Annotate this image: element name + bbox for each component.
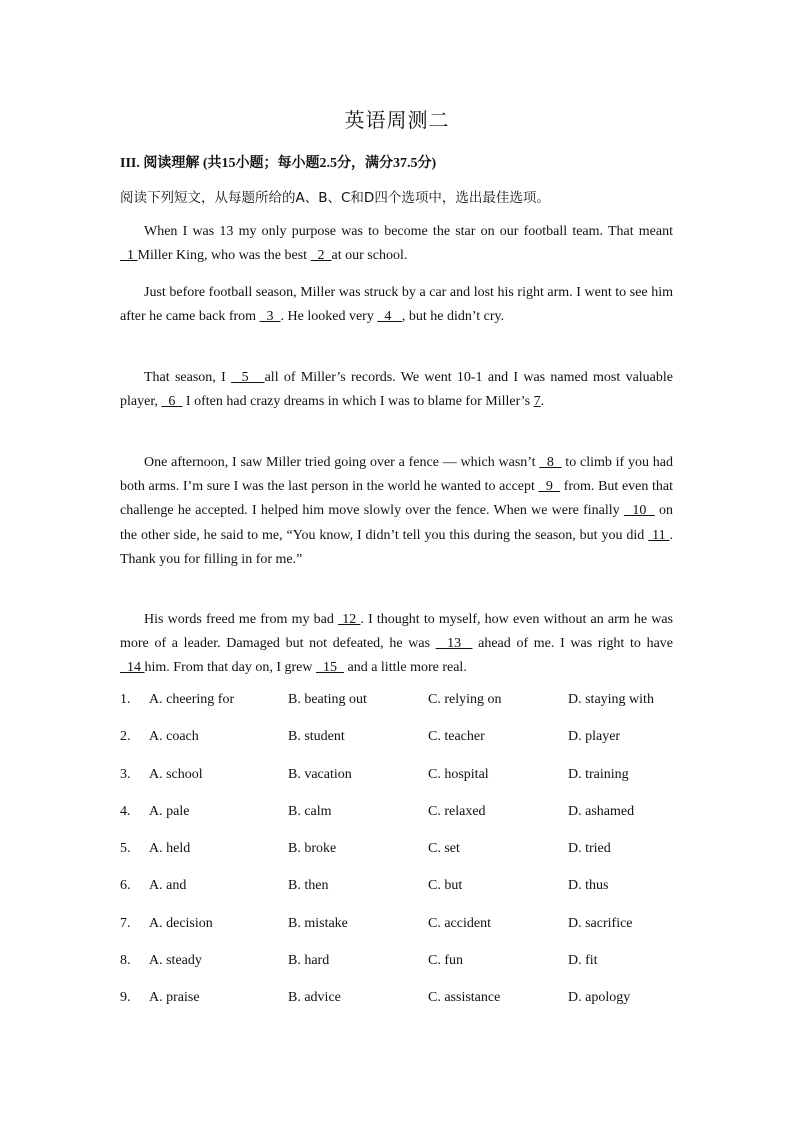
option-c: C. teacher <box>428 729 485 745</box>
blank-9: 9 <box>538 479 561 495</box>
option-c: C. but <box>428 878 463 894</box>
option-a: A. decision <box>149 915 213 931</box>
option-a: A. coach <box>149 729 199 745</box>
passage-paragraph <box>120 220 673 268</box>
blank-5: 5 <box>231 370 265 385</box>
option-a: A. and <box>149 878 187 894</box>
passage-text: . Thank you for filling in for me.” <box>120 527 674 567</box>
blank-14: 14 <box>120 660 145 676</box>
passage-text: to climb if you had both arms. I’m sure I was the last person in the world he wanted to accept <box>120 455 673 495</box>
option-a: A. school <box>149 766 203 782</box>
option-a: A. pale <box>149 803 190 819</box>
option-a: A. held <box>149 841 191 857</box>
question-number: 6. <box>120 878 131 894</box>
blank-2: 2 <box>310 248 332 264</box>
page-title: 英语周测二 <box>344 108 450 132</box>
option-a: A. steady <box>149 953 202 969</box>
passage-text: and a little more real. <box>343 660 467 676</box>
passage-text: , but he didn’t cry. <box>401 309 505 325</box>
blank-12: 12 <box>338 612 361 627</box>
option-a: A. cheering for <box>149 692 235 707</box>
passage-text: ahead of me. I was right to have <box>472 636 673 652</box>
passage-text: . <box>540 394 545 410</box>
option-c: C. fun <box>428 953 463 969</box>
passage-paragraph <box>120 281 673 329</box>
option-c: C. hospital <box>428 766 489 782</box>
option-d: D. sacrifice <box>568 915 633 931</box>
option-d: D. staying with <box>568 692 654 707</box>
passage-text: When I was 13 my only purpose was to become the star on our football team. That meant <box>144 224 673 239</box>
option-c: C. set <box>428 841 460 857</box>
option-b: B. broke <box>288 841 337 857</box>
passage-text: on the other side, he said to me, “You know, I didn’t tell you this during the season, but you did <box>120 503 673 543</box>
blank-7: 7 <box>533 394 541 410</box>
passage-text: I often had crazy dreams in which I was to blame for Miller’s <box>182 394 534 410</box>
option-d: D. fit <box>568 953 598 969</box>
passage-paragraph <box>120 366 673 414</box>
blank-10: 10 <box>623 503 655 519</box>
question-number: 8. <box>120 953 131 969</box>
option-c: C. relying on <box>428 692 502 707</box>
question-number: 2. <box>120 729 131 745</box>
option-b: B. student <box>288 729 345 745</box>
blank-15: 15 <box>315 660 344 676</box>
question-number: 3. <box>120 766 131 782</box>
passage-text: . He looked very <box>280 309 378 325</box>
blank-6: 6 <box>161 394 183 410</box>
option-d: D. tried <box>568 841 611 857</box>
blank-13: 13 <box>435 636 473 652</box>
option-a: A. praise <box>149 990 200 1006</box>
passage-text: That season, I <box>144 370 232 385</box>
question-number: 1. <box>120 692 131 707</box>
option-d: D. training <box>568 766 629 782</box>
option-d: D. apology <box>568 990 631 1006</box>
blank-3: 3 <box>259 309 281 325</box>
question-number: 7. <box>120 915 131 931</box>
instructions: 阅读下列短文，从每题所给的A、B、C和D四个选项中，选出最佳选项。 <box>120 190 550 206</box>
passage-paragraph <box>120 608 673 681</box>
passage-paragraph <box>120 451 673 572</box>
blank-1: 1 <box>120 248 138 264</box>
section-header: III. 阅读理解 (共15小题；每小题2.5分，满分37.5分) <box>120 156 437 171</box>
option-b: B. calm <box>288 803 332 819</box>
option-b: B. advice <box>288 990 341 1006</box>
passage-text: . I thought to myself, how even without an arm he was more of a leader. Damaged but not defeated, he was <box>120 612 673 652</box>
question-number: 9. <box>120 990 131 1006</box>
option-c: C. accident <box>428 915 491 931</box>
option-d: D. ashamed <box>568 803 635 819</box>
question-number: 5. <box>120 841 131 857</box>
passage-text: Just before football season, Miller was struck by a car and lost his right arm. I went to see him after he came back from <box>120 285 673 325</box>
passage-text: all of Miller’s records. We went 10-1 and I was named most valuable player, <box>120 370 673 410</box>
passage-text: One afternoon, I saw Miller tried going over a fence — which wasn’t <box>144 455 540 470</box>
option-d: D. thus <box>568 878 609 894</box>
passage-text: him. From that day on, I grew <box>144 660 316 676</box>
option-d: D. player <box>568 729 621 745</box>
option-b: B. vacation <box>288 766 352 782</box>
blank-11: 11 <box>648 527 670 543</box>
passage-text: from. But even that challenge he accepted. I helped him move slowly over the fence. When we were finally <box>120 479 673 519</box>
option-b: B. mistake <box>288 915 348 931</box>
option-c: C. assistance <box>428 990 501 1006</box>
question-number: 4. <box>120 803 131 819</box>
option-c: C. relaxed <box>428 803 486 819</box>
passage-text: at our school. <box>331 248 408 264</box>
passage-text: His words freed me from my bad <box>144 612 339 627</box>
option-b: B. beating out <box>288 692 367 707</box>
option-b: B. hard <box>288 953 330 969</box>
blank-8: 8 <box>539 455 562 470</box>
passage-text: Miller King, who was the best <box>137 248 311 264</box>
blank-4: 4 <box>377 309 402 325</box>
option-b: B. then <box>288 878 329 894</box>
